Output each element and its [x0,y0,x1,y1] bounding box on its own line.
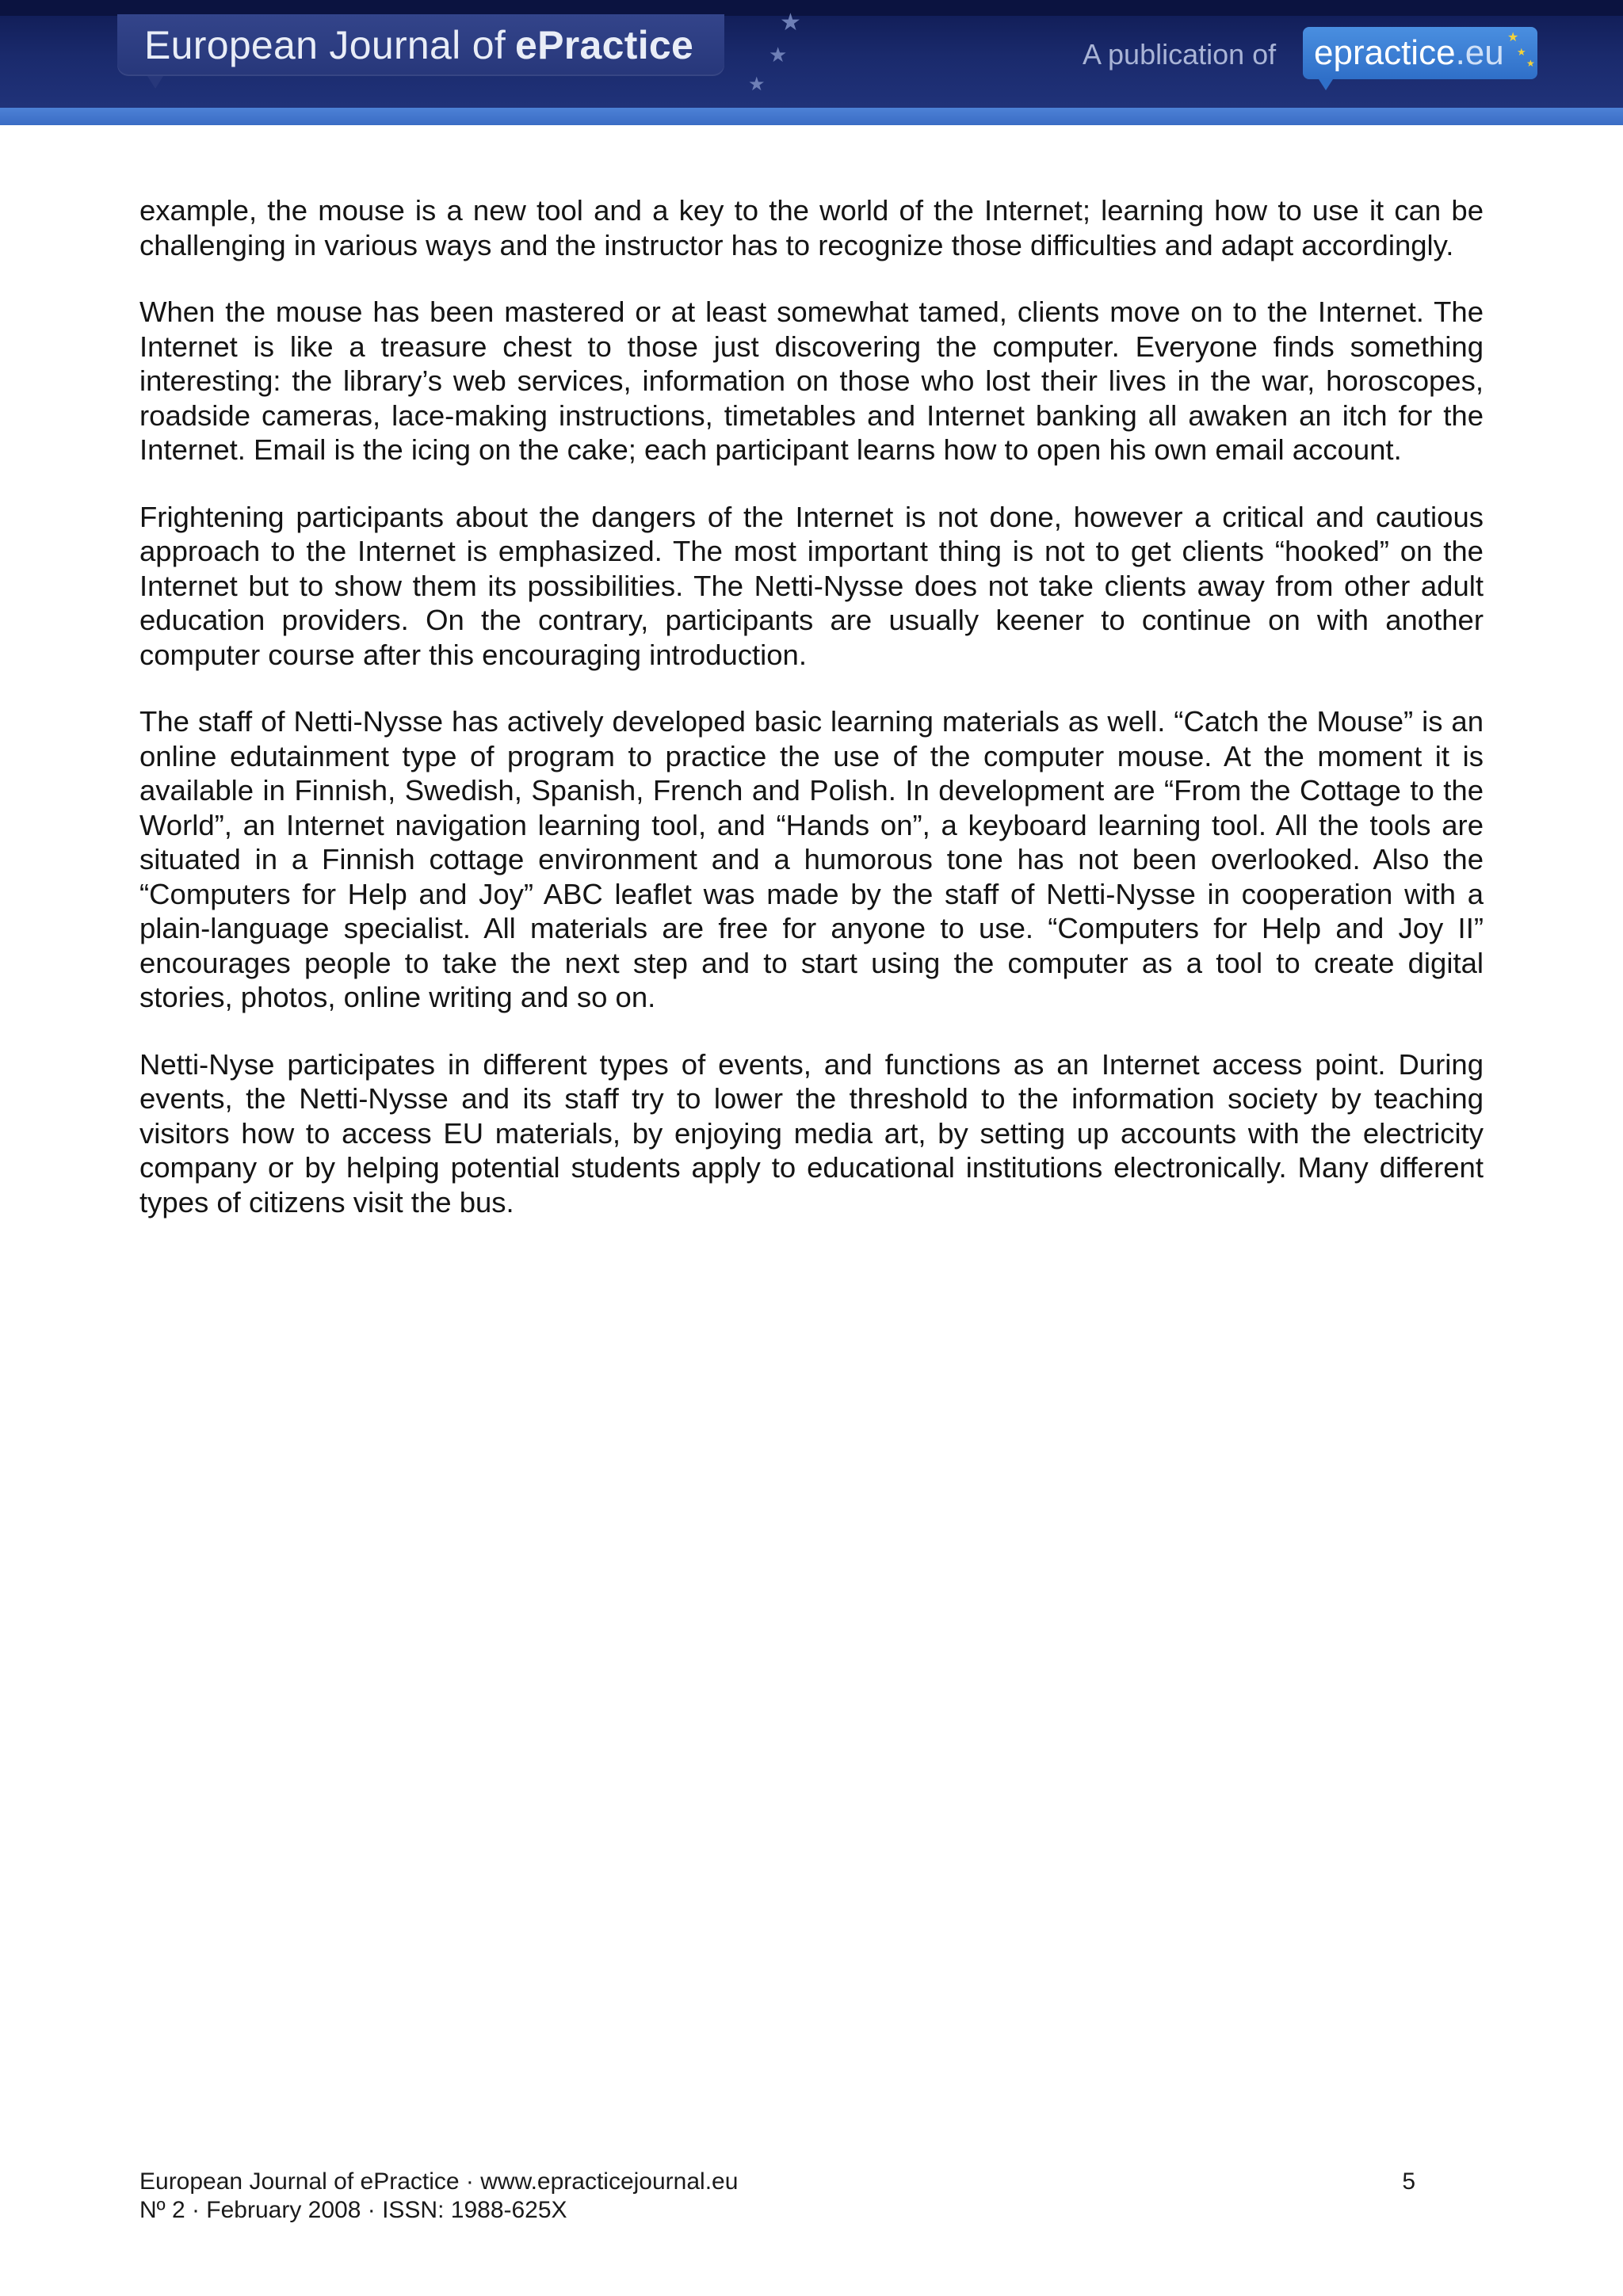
banner-bottom-strip [0,108,1623,125]
journal-title-prefix: European Journal of [144,23,506,67]
journal-title [144,19,693,71]
logo-star-icon: ★ [1507,31,1519,44]
article-body [139,193,1484,1252]
page-number: 5 [1402,2168,1415,2195]
logo-suffix: .eu [1455,33,1504,72]
logo-letter-e: e [1314,33,1334,72]
publication-of-label: A publication of [1083,38,1277,71]
logo-word: practice [1333,33,1456,72]
page-footer [139,2168,1415,2225]
body-paragraph: Frightening participants about the dangers of the Internet is not done, however a critical and cautious approach to the Internet is emphasized. The most important thing is not to get clients “hooked” on the Internet but to show them its possibilities. The Netti-Nysse does not take clients away from other adult education providers. On the contrary, participants are usually keener to continue on with another computer course after this encouraging introduction. [139,500,1484,671]
journal-title-tab-pointer [147,76,163,89]
epractice-logo [1314,30,1504,76]
eu-star-icon: ★ [769,43,788,67]
body-paragraph: example, the mouse is a new tool and a key to the world of the Internet; learning how to use it can be challenging in various ways and the instructor has to recognize those difficulties and adapt accordingly. [139,194,1484,261]
body-paragraph: When the mouse has been mastered or at least somewhat tamed, clients move on to the Internet. The Internet is like a treasure chest to those just discovering the computer. Everyone finds something interesting: the library’s web services, information on those who lost their lives in the war, horoscopes, roadside cameras, lace-making instructions, timetables and Internet banking all awaken an itch for the Internet. Email is the icing on the cake; each participant learns how to open his own email account. [139,296,1484,466]
eu-star-icon: ★ [780,10,801,36]
journal-header-banner [0,0,1623,125]
logo-star-icon: ★ [1526,58,1535,69]
footer-journal-line: European Journal of ePractice · www.epracticejournal.eu [139,2168,739,2195]
footer-issue-line: Nº 2 · February 2008 · ISSN: 1988-625X [139,2197,567,2223]
body-paragraph: Netti-Nyse participates in different types of events, and functions as an Internet access point. During events, the Netti-Nysse and its staff try to lower the threshold to the information society by teaching visitors how to access EU materials, by enjoying media art, by setting up accounts with the electricity company or by helping potential students apply to educational institutions electronically. Many different types of citizens visit the bus. [139,1047,1484,1219]
logo-star-icon: ★ [1517,46,1526,58]
body-paragraph: The staff of Netti-Nysse has actively developed basic learning materials as well. “Catch the Mouse” is an online edutainment type of program to practice the use of the computer mouse. At the moment it is available in Finnish, Swedish, Spanish, French and Polish. In development are “From the Cottage to the World”, an Internet navigation learning tool, and “Hands on”, a keyboard learning tool. All the tools are situated in a Finnish cottage environment and a humorous tone has not been overlooked. Also the “Computers for Help and Joy” ABC leaflet was made by the staff of Netti-Nysse in cooperation with a plain-language specialist. All materials are free for anyone to use. “Computers for Help and Joy II” encourages people to take the next step and to start using the computer as a tool to create digital stories, photos, online writing and so on. [139,705,1484,1013]
eu-star-icon: ★ [748,74,766,95]
banner-top-strip [0,0,1623,16]
epractice-logo-pointer [1319,79,1333,90]
journal-title-brand: ePractice [515,23,694,67]
